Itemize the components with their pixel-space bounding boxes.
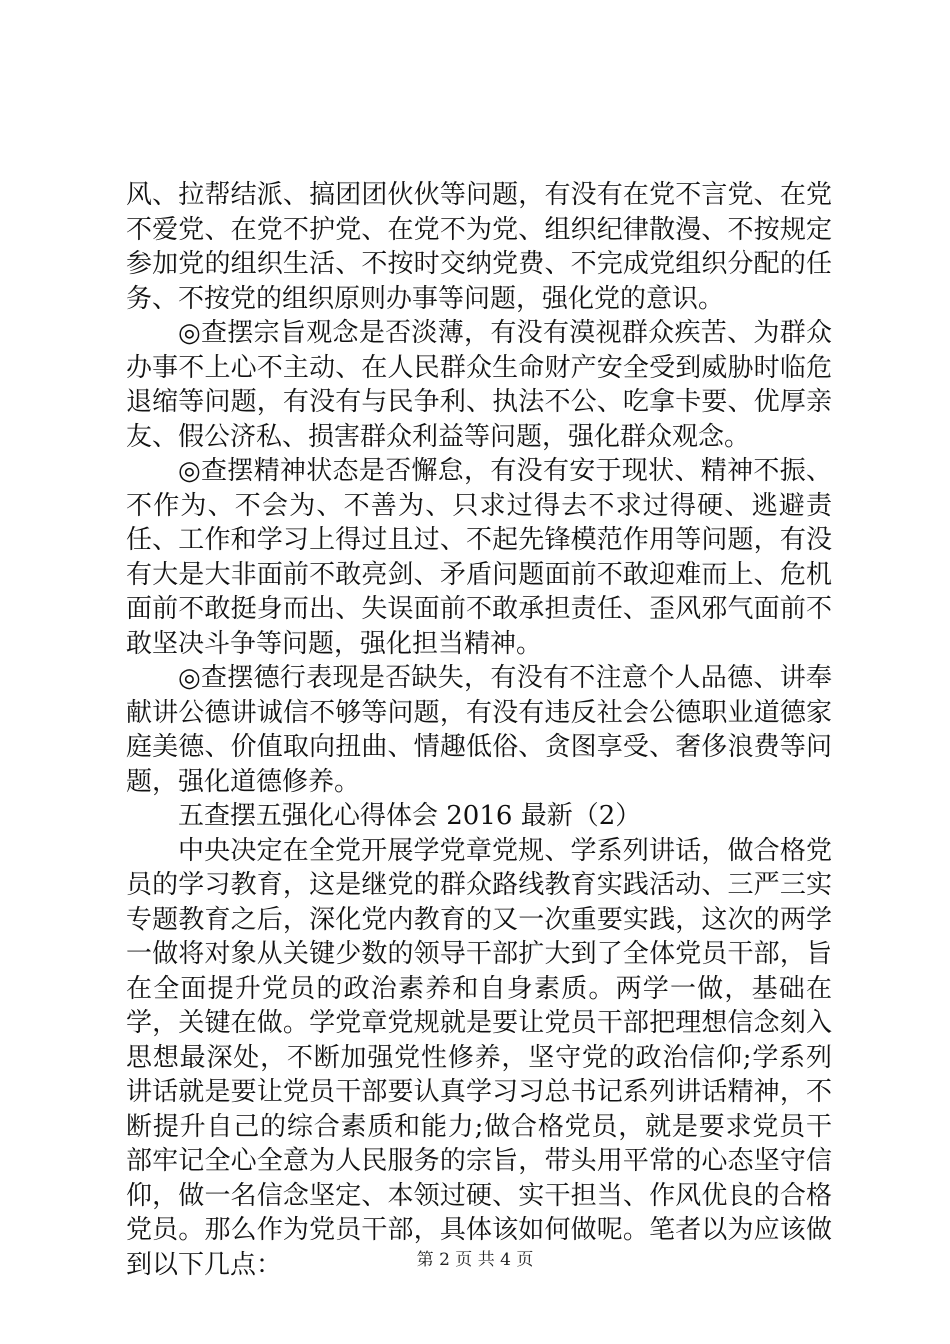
section-heading: 五查摆五强化心得体会 2016 最新（2） [178, 801, 642, 831]
page-footer: 第 2 页 共 4 页 [416, 1250, 534, 1270]
document-body [126, 178, 832, 1282]
paragraph-3: ◎查摆精神状态是否懈怠，有没有安于现状、精神不振、不作为、不会为、不善为、只求过得去不求过得硬、逃避责任、工作和学习上得过且过、不起先锋模范作用等问题，有没有大是大非面前不敢亮剑、矛盾问题面前不敢迎难而上、危机面前不敢挺身而出、失误面前不敢承担责任、歪风邪气面前不敢坚决斗争等问题，强化担当精神。 [126, 456, 832, 659]
paragraph-1: 风、拉帮结派、搞团团伙伙等问题，有没有在党不言党、在党不爱党、在党不护党、在党不为党、组织纪律散漫、不按规定参加党的组织生活、不按时交纳党费、不完成党组织分配的任务、不按党的组织原则办事等问题，强化党的意识。 [126, 180, 832, 314]
paragraph-5: 中央决定在全党开展学党章党规、学系列讲话，做合格党员的学习教育，这是继党的群众路线教育实践活动、三严三实专题教育之后，深化党内教育的又一次重要实践，这次的两学一做将对象从关键少数的领导干部扩大到了全体党员干部，旨在全面提升党员的政治素养和自身素质。两学一做，基础在学，关键在做。学党章党规就是要让党员干部把理想信念刻入思想最深处，不断加强党性修养，坚守党的政治信仰;学系列讲话就是要让党员干部要认真学习习总书记系列讲话精神，不断提升自己的综合素质和能力;做合格党员，就是要求党员干部牢记全心全意为人民服务的宗旨，带头用平常的心态坚守信仰，做一名信念坚定、本领过硬、实干担当、作风优良的合格党员。那么作为党员干部，具体该如何做呢。笔者以为应该做到以下几点： [126, 835, 832, 1280]
paragraph-2: ◎查摆宗旨观念是否淡薄，有没有漠视群众疾苦、为群众办事不上心不主动、在人民群众生命财产安全受到威胁时临危退缩等问题，有没有与民争利、执法不公、吃拿卡要、优厚亲友、假公济私、损害群众利益等问题，强化群众观念。 [126, 318, 832, 452]
paragraph-4: ◎查摆德行表现是否缺失，有没有不注意个人品德、讲奉献讲公德讲诚信不够等问题，有没有违反社会公德职业道德家庭美德、价值取向扭曲、情趣低俗、贪图享受、奢侈浪费等问题，强化道德修养。 [126, 663, 832, 797]
